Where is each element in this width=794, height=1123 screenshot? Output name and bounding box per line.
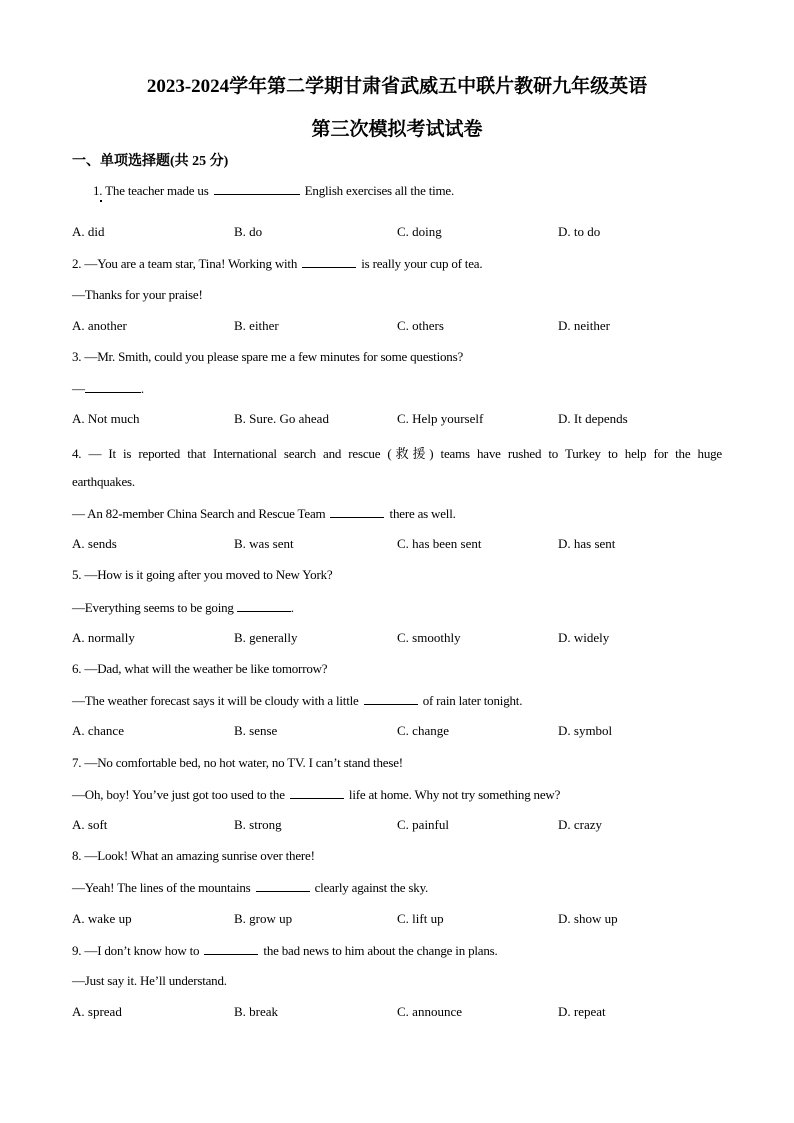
option-c: C. doing <box>397 224 442 239</box>
option-a: A. normally <box>72 630 135 645</box>
answer-blank <box>290 786 344 799</box>
question-9-options <box>72 1004 732 1020</box>
option-a: A. Not much <box>72 411 140 426</box>
exam-title-line2: 第三次模拟考试试卷 <box>311 119 483 140</box>
question-6-options <box>72 723 732 739</box>
option-d: D. repeat <box>558 1004 606 1019</box>
question-7-response: —Oh, boy! You’ve just got too used to the life at home. Why not try something new? <box>72 787 561 802</box>
answer-blank <box>204 942 258 955</box>
question-8-options <box>72 911 732 927</box>
option-c: C. announce <box>397 1004 462 1019</box>
option-c: C. Help yourself <box>397 411 484 426</box>
option-b: B. do <box>234 224 263 239</box>
option-b: B. either <box>234 318 279 333</box>
option-d: D. crazy <box>558 817 603 832</box>
answer-blank <box>364 692 418 705</box>
question-1-stem: 1. The teacher made us English exercises all the time. <box>93 183 455 198</box>
question-2-options <box>72 318 732 334</box>
option-a: A. spread <box>72 1004 122 1019</box>
question-8-stem: 8. —Look! What an amazing sunrise over there! <box>72 848 315 863</box>
option-c: C. change <box>397 723 449 738</box>
answer-blank <box>214 182 300 195</box>
question-3-response: — . <box>72 381 144 396</box>
question-5-stem: 5. —How is it going after you moved to New York? <box>72 567 333 582</box>
option-a: A. did <box>72 224 105 239</box>
question-4-stem-continued: earthquakes. <box>72 474 135 489</box>
option-c: C. others <box>397 318 444 333</box>
question-3-stem: 3. —Mr. Smith, could you please spare me a few minutes for some questions? <box>72 349 464 364</box>
question-9-stem: 9. —I don’t know how to the bad news to him about the change in plans. <box>72 943 498 958</box>
section-heading: 一、单项选择题(共 25 分) <box>72 154 229 169</box>
option-d: D. show up <box>558 911 618 926</box>
question-7-options <box>72 817 732 833</box>
question-5-options <box>72 630 732 646</box>
question-1-options <box>72 224 732 240</box>
option-d: D. has sent <box>558 536 616 551</box>
answer-blank <box>256 879 310 892</box>
answer-blank <box>237 599 291 612</box>
question-6-stem: 6. —Dad, what will the weather be like tomorrow? <box>72 661 328 676</box>
option-b: B. was sent <box>234 536 294 551</box>
question-2-response: —Thanks for your praise! <box>72 287 203 302</box>
question-7-stem: 7. —No comfortable bed, no hot water, no TV. I can’t stand these! <box>72 755 403 770</box>
option-a: A. sends <box>72 536 117 551</box>
option-c: C. painful <box>397 817 449 832</box>
answer-blank <box>330 505 384 518</box>
question-4-options <box>72 536 732 552</box>
option-b: B. sense <box>234 723 278 738</box>
option-b: B. break <box>234 1004 279 1019</box>
stray-dot <box>100 200 102 202</box>
question-6-response: —The weather forecast says it will be cloudy with a little of rain later tonight. <box>72 693 523 708</box>
option-b: B. strong <box>234 817 282 832</box>
exam-title-line1: 2023-2024学年第二学期甘肃省武威五中联片教研九年级英语 <box>146 76 648 97</box>
option-a: A. soft <box>72 817 108 832</box>
option-a: A. wake up <box>72 911 132 926</box>
option-d: D. It depends <box>558 411 628 426</box>
question-3-options <box>72 411 732 427</box>
answer-blank <box>85 380 141 393</box>
question-2-stem: 2. —You are a team star, Tina! Working with is really your cup of tea. <box>72 256 483 271</box>
option-a: A. chance <box>72 723 124 738</box>
question-4-stem: 4. — It is reported that International search and rescue (救援) teams have rushed to Turkey to help for the huge <box>72 446 722 461</box>
option-c: C. smoothly <box>397 630 461 645</box>
question-8-response: —Yeah! The lines of the mountains clearly against the sky. <box>72 880 429 895</box>
question-9-response: —Just say it. He’ll understand. <box>72 973 227 988</box>
option-b: B. grow up <box>234 911 293 926</box>
option-b: B. Sure. Go ahead <box>234 411 329 426</box>
option-d: D. widely <box>558 630 610 645</box>
question-4-response: — An 82-member China Search and Rescue Team there as well. <box>72 506 456 521</box>
option-d: D. to do <box>558 224 601 239</box>
option-c: C. lift up <box>397 911 444 926</box>
option-d: D. neither <box>558 318 610 333</box>
option-c: C. has been sent <box>397 536 482 551</box>
answer-blank <box>302 255 356 268</box>
option-b: B. generally <box>234 630 298 645</box>
question-5-response: —Everything seems to be going . <box>72 600 294 615</box>
option-a: A. another <box>72 318 127 333</box>
option-d: D. symbol <box>558 723 613 738</box>
